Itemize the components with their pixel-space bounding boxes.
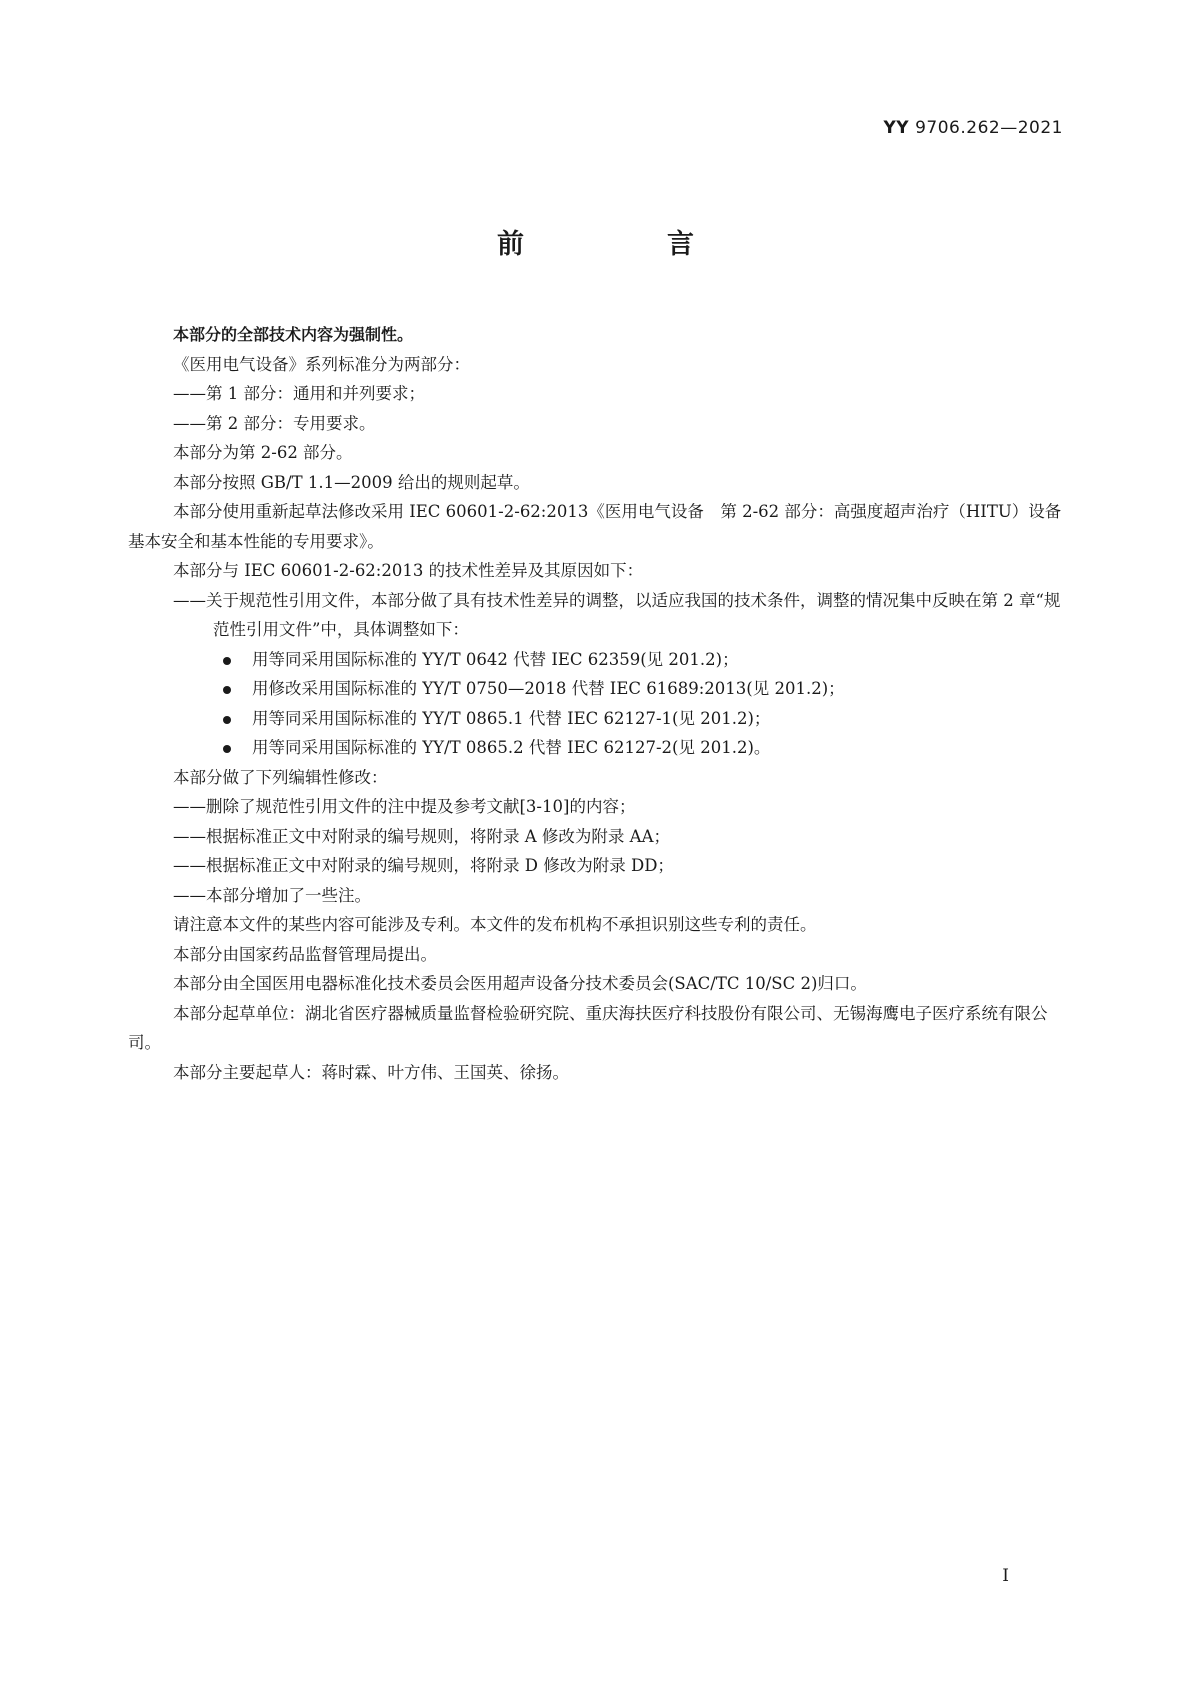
paragraph-drafting-rules: 本部分按照 GB/T 1.1—2009 给出的规则起草。 [173,472,530,492]
paragraph-editorial: 本部分做了下列编辑性修改： [173,767,388,787]
document-body [128,320,1064,1087]
paragraph-mandatory: 本部分的全部技术内容为强制性。 [173,325,414,344]
dash-item-editorial: ——根据标准正文中对附录的编号规则，将附录 D 修改为附录 DD； [173,856,674,875]
bullet-item [128,674,1064,704]
paragraph-series: 《医用电气设备》系列标准分为两部分： [173,354,470,374]
dash-item-editorial: ——本部分增加了一些注。 [173,885,371,905]
standard-code-number: 9706.262—2021 [915,118,1063,138]
paragraph-drafting-units: 本部分起草单位：湖北省医疗器械质量监督检验研究院、重庆海扶医疗科技股份有限公司、无锡海鹰电子医疗系统有限公司。 [128,1003,1048,1052]
bullet-item [128,704,1064,734]
bullet-item [128,645,1064,675]
bullet-item [128,733,1064,763]
dash-item-part1: ——第 1 部分：通用和并列要求； [173,384,425,403]
bullet-icon [223,745,231,753]
paragraph-patent: 请注意本文件的某些内容可能涉及专利。本文件的发布机构不承担识别这些专利的责任。 [173,915,817,934]
bullet-text: 用等同采用国际标准的 YY/T 0865.1 代替 IEC 62127-1(见 201.2)； [252,708,771,728]
paragraph-drafters: 本部分主要起草人：蒋时霖、叶方伟、王国英、徐扬。 [173,1062,569,1082]
paragraph-committee: 本部分由全国医用电器标准化技术委员会医用超声设备分技术委员会(SAC/TC 10/SC 2)归口。 [173,974,867,993]
standard-code-prefix: YY [883,118,910,138]
bullet-text: 用等同采用国际标准的 YY/T 0642 代替 IEC 62359(见 201.2)； [252,649,739,669]
dash-item-part2: ——第 2 部分：专用要求。 [173,413,376,433]
paragraph-part-number: 本部分为第 2-62 部分。 [173,443,353,462]
bullet-icon [223,716,231,724]
paragraph-differences: 本部分与 IEC 60601-2-62:2013 的技术性差异及其原因如下： [173,561,644,580]
bullet-text: 用等同采用国际标准的 YY/T 0865.2 代替 IEC 62127-2(见 201.2)。 [252,738,771,757]
paragraph-adoption: 本部分使用重新起草法修改采用 IEC 60601-2-62:2013《医用电气设备 第 2-62 部分：高强度超声治疗（HITU）设备基本安全和基本性能的专用要求》。 [128,502,1062,551]
standard-code [883,118,1063,138]
paragraph-proposer: 本部分由国家药品监督管理局提出。 [173,944,437,964]
bullet-icon [223,686,231,694]
dash-item-editorial: ——根据标准正文中对附录的编号规则，将附录 A 修改为附录 AA； [173,826,670,846]
page-title: 前 言 [497,229,752,260]
page-number: I [1002,1566,1009,1586]
dash-item-editorial: ——删除了规范性引用文件的注中提及参考文献[3-10]的内容； [173,797,636,816]
dash-item-normative-refs: ——关于规范性引用文件，本部分做了具有技术性差异的调整，以适应我国的技术条件，调整的情况集中反映在第 2 章“规范性引用文件”中，具体调整如下： [173,590,1061,639]
bullet-text: 用修改采用国际标准的 YY/T 0750—2018 代替 IEC 61689:2013(见 201.2)； [252,679,845,698]
bullet-icon [223,657,231,665]
